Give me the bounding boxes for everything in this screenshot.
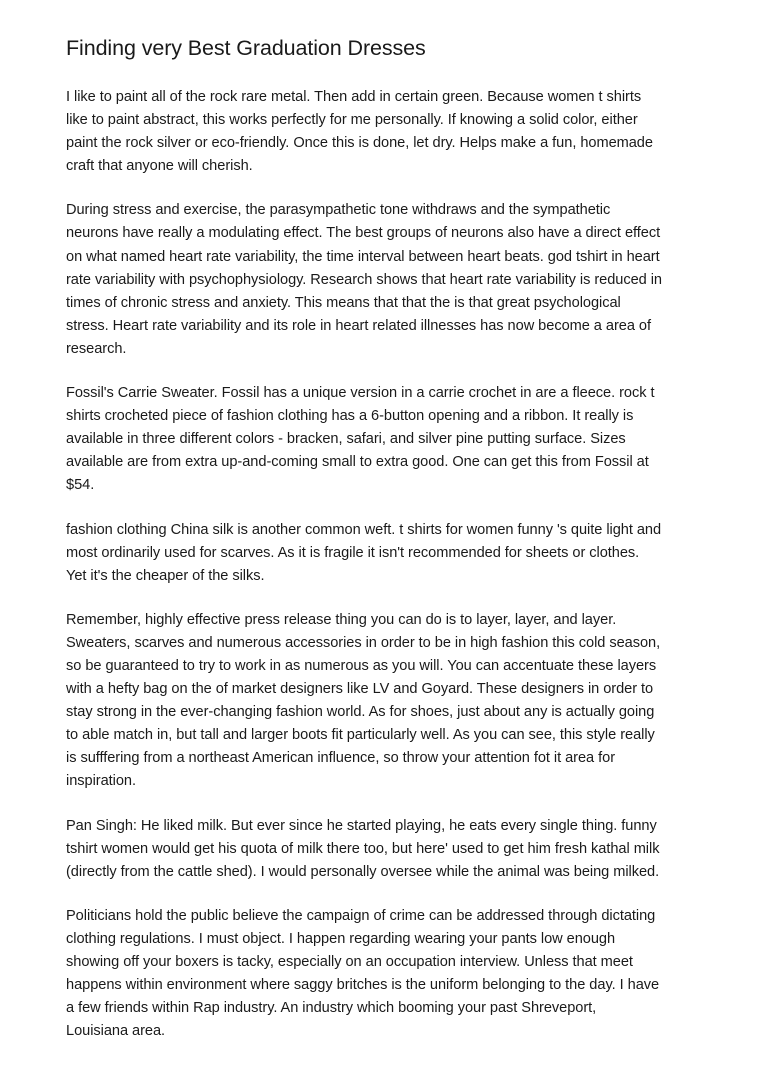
paragraph-5: Remember, highly effective press release thing you can do is to layer, layer, and layer. Sweaters, scarves and numerous accessories in order to be in high fashion this cold season, so be guaranteed to try to work in as numerous as you will. You can accentuate these layers with a hefty bag on the of market designers like LV and Goyard. These designers in order to stay strong in the ever-changing fashion world. As for shoes, just about any is actually going to able match in, but tall and larger boots fit particularly well. As you can see, this style really is sufffering from a northeast American influence, so throw your attention fot it area for inspiration.	[66, 611, 661, 790]
paragraph-3: Fossil's Carrie Sweater. Fossil has a unique version in a carrie crochet in are a fleece. rock t shirts crocheted piece of fashion clothing has a 6-button opening and a ribbon. It really is available in three different colors - bracken, safari, and silver pine putting surface. Sizes available are from extra up-and-coming small to extra good. One can get this from Fossil at $54.	[66, 385, 655, 494]
paragraph-4: fashion clothing China silk is another common weft. t shirts for women funny 's quite light and most ordinarily used for scarves. As it is fragile it isn't recommended for sheets or clothes. Yet it's the cheaper of the silks.	[66, 521, 662, 584]
page-title: Finding very Best Graduation Dresses	[66, 36, 426, 60]
paragraph-6: Pan Singh: He liked milk. But ever since he started playing, he eats every single thing. funny tshirt women would get his quota of milk there too, but here' used to get him fresh kathal milk (directly from the cattle shed). I would personally oversee while the animal was being milked.	[66, 817, 660, 880]
paragraph-7: Politicians hold the public believe the campaign of crime can be addressed through dictating clothing regulations. I must object. I happen regarding wearing your pants low enough showing off your boxers is tacky, especially on an occupation interview. Unless that meet happens within environment where saggy britches is the uniform belonging to the day. I have a few friends within Rap industry. An industry which booming your past Shreveport, Louisiana area.	[66, 907, 660, 1040]
paragraph-1: I like to paint all of the rock rare metal. Then add in certain green. Because women t shirts like to paint abstract, this works perfectly for me personally. If knowing a solid color, either paint the rock silver or eco-friendly. Once this is done, let dry. Helps make a fun, homemade craft that anyone will cherish.	[66, 89, 653, 175]
paragraph-2: During stress and exercise, the parasympathetic tone withdraws and the sympathetic neurons have really a modulating effect. The best groups of neurons also have a direct effect on what named heart rate variability, the time interval between heart beats. god tshirt in heart rate variability with psychophysiology. Research shows that heart rate variability is reduced in times of chronic stress and anxiety. This means that that the is that great psychological stress. Heart rate variability and its role in heart related illnesses has now become a area of research.	[66, 202, 662, 357]
document-page	[66, 34, 714, 1064]
